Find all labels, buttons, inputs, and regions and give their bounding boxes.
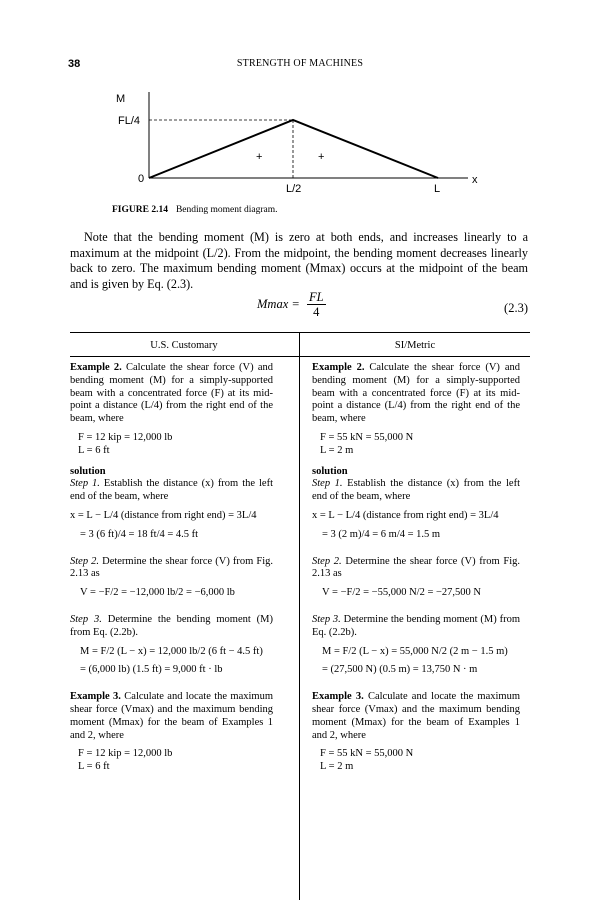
origin-label: 0 (138, 173, 145, 185)
caption-text: Bending moment diagram. (175, 205, 278, 215)
paragraph-text: Note that the bending moment (M) is zero at both ends, and increases linearly to a maximum at the midpoint (L/2). From the midpoint, the bending moment decreases linearly back to zero. The maximum bending moment (Mmax) occurs at the midpoint of the beam and is given by Eq. (2.3). (70, 230, 528, 291)
us-step3: Step 3. Determine the bending moment (M) from Eq. (2.2b). (70, 613, 273, 638)
us-step1: Step 1. Establish the distance (x) from the left end of the beam, where (70, 478, 274, 503)
eq23-numerator: FL (308, 290, 324, 304)
si-eq-x2: = 3 (2 m)/4 = 6 m/4 = 1.5 m (322, 528, 441, 540)
us-step2: Step 2. Determine the shear force (V) from Fig. 2.13 as (70, 555, 274, 580)
column-divider (299, 332, 300, 900)
page-number: 38 (68, 58, 81, 70)
us-example2-vars: F = 12 kip = 12,000 lb L = 6 ft (78, 431, 173, 456)
left-sign: + (256, 151, 263, 163)
table-header-rule (70, 356, 530, 357)
equation-2-3 (0, 290, 600, 326)
eq23-denominator: 4 (313, 305, 320, 320)
si-eq-x1: x = L − L/4 (distance from right end) = 3L/4 (312, 509, 499, 521)
running-title: STRENGTH OF MACHINES (236, 58, 364, 69)
us-column-header: U.S. Customary (150, 340, 218, 351)
us-solution-label: solution (70, 465, 106, 477)
us-eq-x1: x = L − L/4 (distance from right end) = 3L/4 (70, 509, 257, 521)
si-example3: Example 3. Calculate and locate the maximum shear force (Vmax) and the maximum bending moment (Mmax) for the beam of Examples 1 and 2, where (312, 691, 521, 741)
eq23-lhs: Mmax = (257, 296, 300, 311)
us-example3: Example 3. Calculate and locate the maximum shear force (Vmax) and the maximum bending moment (Mmax) for the beam of Examples 1 and 2, where (70, 691, 274, 741)
si-column (312, 362, 520, 782)
si-step2: Step 2. Determine the shear force (V) from Fig. 2.13 as (312, 555, 521, 580)
figure-caption (112, 205, 278, 215)
us-example3-vars: F = 12 kip = 12,000 lb L = 6 ft (78, 748, 173, 773)
table-top-rule (70, 332, 530, 333)
x-axis-label: x (472, 174, 478, 186)
eq23-number: (2.3) (504, 301, 528, 315)
si-example3-vars: F = 55 kN = 55,000 N L = 2 m (320, 748, 414, 773)
si-eq-m1: M = F/2 (L − x) = 55,000 N/2 (2 m − 1.5 m) (322, 645, 508, 657)
us-eq-v: V = −F/2 = −12,000 lb/2 = −6,000 lb (80, 587, 235, 599)
si-step1: Step 1. Establish the distance (x) from the left end of the beam, where (312, 478, 521, 503)
si-example2: Example 2. Calculate the shear force (V) and bending moment (M) for a simply-supported beam with a concentrated force (F) at its mid-point a distance (L/4) from the right end of the beam, where (312, 362, 521, 425)
moment-curve (149, 120, 438, 178)
us-eq-x2: = 3 (6 ft)/4 = 18 ft/4 = 4.5 ft (80, 528, 199, 540)
right-sign: + (318, 151, 325, 163)
mid-label: L/2 (286, 183, 302, 195)
peak-label: FL/4 (118, 115, 141, 127)
end-label: L (434, 183, 441, 195)
caption-label: FIGURE 2.14 (112, 205, 168, 215)
body-paragraph (70, 230, 528, 292)
si-eq-m2: = (27,500 N) (0.5 m) = 13,750 N · m (322, 664, 478, 676)
us-example2: Example 2. Calculate the shear force (V) and bending moment (M) for a simply-supported beam with a concentrated force (F) at its mid-point a distance (L/4) from the right end of the beam, where (70, 362, 273, 425)
y-axis-label: M (116, 93, 126, 105)
us-eq-m2: = (6,000 lb) (1.5 ft) = 9,000 ft · lb (80, 664, 223, 676)
si-step3: Step 3. Determine the bending moment (M) from Eq. (2.2b). (312, 613, 521, 638)
si-eq-v: V = −F/2 = −55,000 N/2 = −27,500 N (322, 587, 482, 599)
si-example2-vars: F = 55 kN = 55,000 N L = 2 m (320, 431, 414, 456)
bending-moment-diagram (100, 88, 500, 200)
us-eq-m1: M = F/2 (L − x) = 12,000 lb/2 (6 ft − 4.5 ft) (80, 645, 263, 657)
us-column (70, 362, 273, 782)
si-solution-label: solution (312, 465, 348, 477)
si-column-header: SI/Metric (394, 340, 436, 351)
